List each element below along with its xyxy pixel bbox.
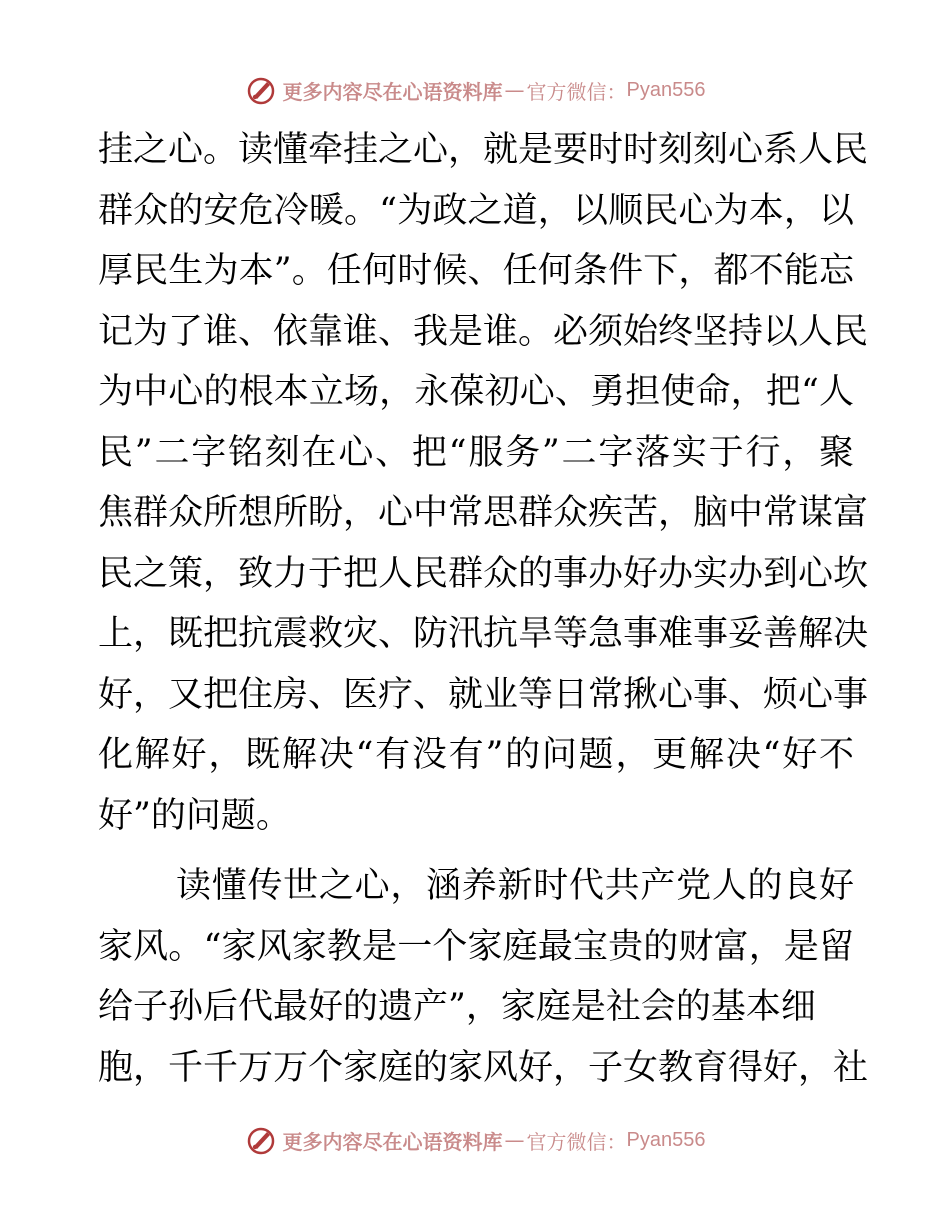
text-line: 挂之心。读懂牵挂之心，就是要时时刻刻心系人民 [98, 130, 869, 170]
watermark-lead-text: 更多内容尽在心语资料库 [282, 79, 503, 104]
watermark-tail-text: 官方微信： [526, 1129, 627, 1154]
text-line: 化解好，既解决“有没有”的问题，更解决“好不 [98, 735, 854, 775]
text-line: 民”二字铭刻在心、把“服务”二字落实于行，聚 [98, 432, 854, 473]
text-line: 为中心的根本立场，永葆初心、勇担使命，把“人 [98, 372, 854, 412]
brand-logo-icon [245, 74, 277, 106]
text-line: 好”的问题。 [98, 795, 291, 836]
text-line: 给子孙后代最好的遗产”，家庭是社会的基本细 [98, 987, 816, 1027]
text-line: 记为了谁、依靠谁、我是谁。必须始终坚持以人民 [98, 311, 869, 352]
watermark-dash: — [504, 78, 525, 102]
watermark-footer [0, 1120, 950, 1160]
text-line: 焦群众所想所盼，心中常思群众疾苦，脑中常谋富 [98, 493, 869, 533]
text-line: 厚民生为本”。任何时候、任何条件下，都不能忘 [98, 251, 854, 291]
watermark-wechat-id: Pyan556 [626, 1128, 706, 1151]
watermark-header [0, 70, 950, 110]
text-line: 群众的安危冷暖。“为政之道，以顺民心为本，以 [98, 190, 854, 231]
watermark-tail-text: 官方微信： [526, 79, 627, 104]
watermark-wechat-id: Pyan556 [626, 78, 706, 101]
text-line: 胞，千千万万个家庭的家风好，子女教育得好，社 [98, 1047, 869, 1088]
text-line: 好，又把住房、医疗、就业等日常揪心事、烦心事 [98, 674, 869, 715]
document-body [98, 120, 869, 1098]
watermark-lead-text: 更多内容尽在心语资料库 [282, 1129, 503, 1154]
paragraph-gap [98, 846, 854, 856]
brand-logo-icon [245, 1124, 277, 1156]
watermark-dash: — [504, 1128, 525, 1152]
paragraph-1 [98, 120, 869, 846]
text-line: 读懂传世之心，涵养新时代共产党人的良好 [176, 866, 854, 906]
text-line: 民之策，致力于把人民群众的事办好办实办到心坎 [98, 553, 869, 594]
text-line: 上，既把抗震救灾、防汛抗旱等急事难事妥善解决 [98, 614, 869, 654]
paragraph-2 [98, 856, 869, 1098]
text-line: 家风。“家风家教是一个家庭最宝贵的财富，是留 [98, 926, 854, 967]
